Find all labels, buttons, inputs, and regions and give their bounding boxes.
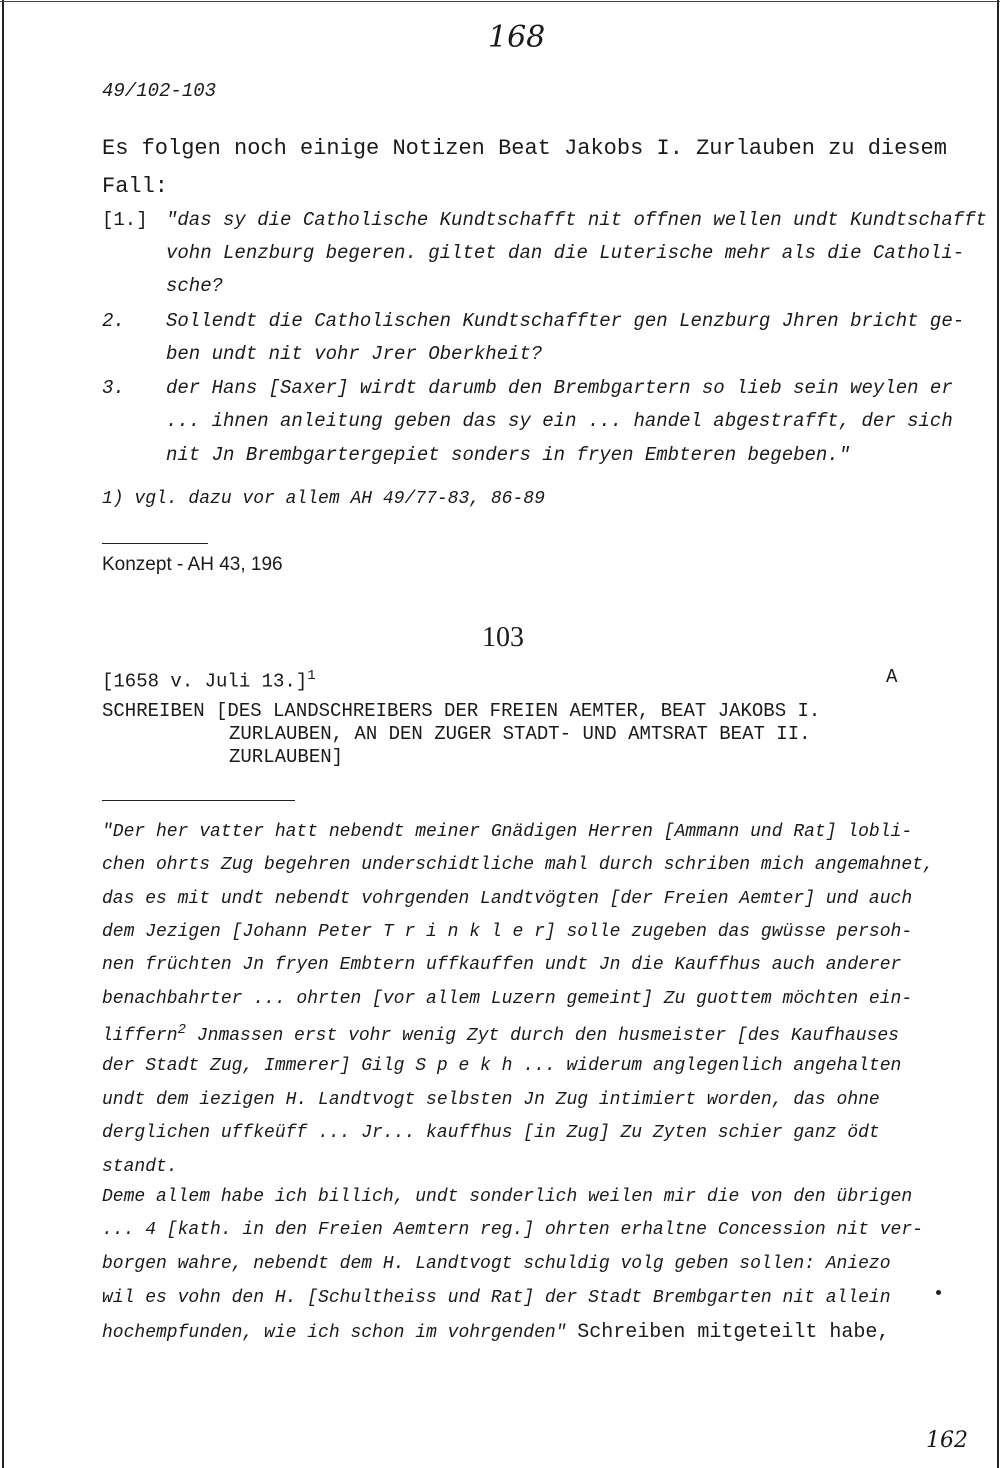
body-line: der Stadt Zug, Immerer] Gilg S p e k h ... widerum anglegenlich angehalten bbox=[102, 1056, 902, 1076]
letter-category: A bbox=[886, 666, 898, 688]
note-line: ben undt nit vohr Jrer Oberkheit? bbox=[166, 343, 543, 365]
intro-line-2: Fall: bbox=[102, 174, 169, 199]
body-line: das es mit undt nebendt vohrgenden Landtvögten [der Freien Aemter] und auch bbox=[102, 889, 913, 909]
note-line: der Hans [Saxer] wirdt darumb den Brembgartern so lieb sein weylen er bbox=[166, 377, 953, 399]
footnote-marker: 1 bbox=[307, 668, 316, 684]
body-line: wil es vohn den H. [Schultheiss und Rat] der Stadt Brembgarten nit allein bbox=[102, 1288, 891, 1308]
footnote: 1) vgl. dazu vor allem AH 49/77-83, 86-89 bbox=[102, 489, 545, 509]
body-line: undt dem iezigen H. Landtvogt selbsten Jn Zug intimiert worden, das ohne bbox=[102, 1090, 880, 1110]
handwritten-page-number: 168 bbox=[488, 20, 546, 55]
body-line: "Der her vatter hatt nebendt meiner Gnädigen Herren [Ammann und Rat] lobli- bbox=[102, 822, 913, 842]
separator-rule bbox=[102, 800, 295, 801]
body-line: dem Jezigen [Johann Peter T r i n k l e r] solle zugeben das gwüsse persoh- bbox=[102, 922, 913, 942]
note-line: nit Jn Brembgartergepiet sonders in fryen Embteren begeben." bbox=[166, 444, 851, 466]
body-line: Deme allem habe ich billich, undt sonderlich weilen mir die von den übrigen bbox=[102, 1187, 913, 1207]
body-line: nen früchten Jn fryen Embtern uffkauffen undt Jn die Kauffhus auch anderer bbox=[102, 955, 902, 975]
document-number: 103 bbox=[482, 622, 524, 653]
handwritten-corner-mark: 162 bbox=[926, 1428, 968, 1453]
intro-line-1: Es folgen noch einige Notizen Beat Jakobs I. Zurlauben zu diesem bbox=[102, 136, 947, 161]
heading-line: ZURLAUBEN] bbox=[229, 746, 344, 768]
body-line: benachbahrter ... ohrten [vor allem Luzern gemeint] Zu guottem möchten ein- bbox=[102, 989, 913, 1009]
body-line: derglichen uffkeüff ... Jr... kauffhus [in Zug] Zu Zyten schier ganz ödt bbox=[102, 1123, 880, 1143]
scan-speck bbox=[936, 1290, 941, 1295]
konzept-reference: Konzept - AH 43, 196 bbox=[102, 554, 283, 575]
footnote-marker: 2 bbox=[177, 1022, 187, 1038]
note-line: ... ihnen anleitung geben das sy ein ... handel abgestrafft, der sich bbox=[166, 410, 953, 432]
separator-rule bbox=[102, 543, 208, 544]
note-line: "das sy die Catholische Kundtschafft nit offnen wellen undt Kundtschafft bbox=[166, 209, 987, 231]
note-line: vohn Lenzburg begeren. giltet dan die Luterische mehr als die Catholi- bbox=[166, 242, 965, 264]
note-number: [1.] bbox=[102, 209, 148, 231]
scan-border-top bbox=[0, 1, 1000, 2]
body-line: ... 4 [kath. in den Freien Aemtern reg.] ohrten erhaltne Concession nit ver- bbox=[102, 1220, 923, 1240]
body-line: liffern$^2$ Jnmassen erst vohr wenig Zyt durch den husmeister [des Kaufhauses bbox=[102, 1022, 899, 1046]
heading-line: SCHREIBEN [DES LANDSCHREIBERS DER FREIEN AEMTER, BEAT JAKOBS I. bbox=[102, 700, 821, 722]
reference-number: 49/102-103 bbox=[102, 80, 217, 102]
scan-border-right bbox=[997, 0, 999, 1468]
heading-line: ZURLAUBEN, AN DEN ZUGER STADT- UND AMTSRAT BEAT II. bbox=[229, 723, 811, 745]
body-line: borgen wahre, nebendt dem H. Landtvogt schuldig volg geben sollen: Aniezo bbox=[102, 1254, 891, 1274]
note-line: Sollendt die Catholischen Kundtschaffter gen Lenzburg Jhren bricht ge- bbox=[166, 310, 965, 332]
note-number: 3. bbox=[102, 377, 125, 399]
scan-border-left bbox=[2, 0, 4, 1468]
note-line: sche? bbox=[166, 275, 224, 297]
body-line: hochempfunden, wie ich schon im vohrgenden" Schreiben mitgeteilt habe, bbox=[102, 1321, 890, 1344]
date-line: [1658 v. Juli 13.]$^1$ bbox=[102, 668, 316, 693]
body-line: chen ohrts Zug begehren underschidtliche mahl durch schriben mich angemahnet, bbox=[102, 855, 934, 875]
body-line: standt. bbox=[102, 1157, 178, 1177]
note-number: 2. bbox=[102, 310, 125, 332]
